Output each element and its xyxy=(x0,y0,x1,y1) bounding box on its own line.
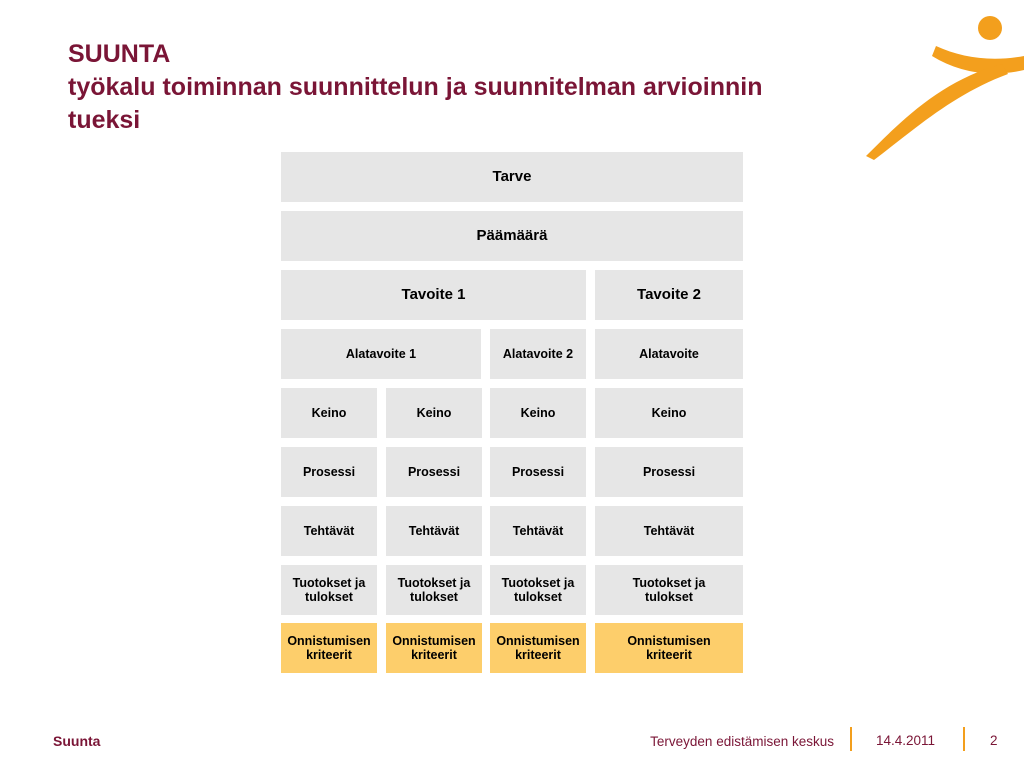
footer-divider xyxy=(850,727,852,751)
box-keino: Keino xyxy=(281,388,377,438)
arrow-down-icon xyxy=(530,379,546,387)
arrow-down-icon xyxy=(660,497,676,505)
box-tehtavat: Tehtävät xyxy=(490,506,586,556)
box-keino: Keino xyxy=(386,388,482,438)
box-alatavoite-1: Alatavoite 1 xyxy=(281,329,481,379)
arrow-down-icon xyxy=(321,497,337,505)
arrow-down-icon xyxy=(530,438,546,446)
arrow-down-icon xyxy=(321,438,337,446)
box-alatavoite-2: Alatavoite 2 xyxy=(490,329,586,379)
footer-title: Suunta xyxy=(53,733,101,749)
arrow-down-icon xyxy=(530,497,546,505)
arrow-down-icon xyxy=(321,615,337,623)
title-line-2: työkalu toiminnan suunnittelun ja suunnitelman arvioinnin xyxy=(68,73,763,101)
arrow-down-icon xyxy=(530,320,546,328)
arrow-down-icon xyxy=(660,556,676,564)
arrow-down-icon xyxy=(530,556,546,564)
arrow-down-icon xyxy=(660,261,676,269)
box-kriteerit: Onnistumisen kriteerit xyxy=(281,623,377,673)
box-prosessi: Prosessi xyxy=(595,447,743,497)
box-tehtavat: Tehtävät xyxy=(386,506,482,556)
box-tuotokset: Tuotokset ja tulokset xyxy=(386,565,482,615)
box-paamaara: Päämäärä xyxy=(281,211,743,261)
arrow-down-icon xyxy=(425,497,441,505)
arrow-down-icon xyxy=(660,320,676,328)
arrow-down-icon xyxy=(425,438,441,446)
box-tuotokset: Tuotokset ja tulokset xyxy=(490,565,586,615)
box-kriteerit: Onnistumisen kriteerit xyxy=(595,623,743,673)
box-tuotokset: Tuotokset ja tulokset xyxy=(595,565,743,615)
box-tehtavat: Tehtävät xyxy=(281,506,377,556)
box-keino: Keino xyxy=(595,388,743,438)
box-tavoite-2: Tavoite 2 xyxy=(595,270,743,320)
footer-organization: Terveyden edistämisen keskus xyxy=(650,734,834,749)
arrow-down-icon xyxy=(660,438,676,446)
footer-date: 14.4.2011 xyxy=(876,733,936,748)
box-kriteerit: Onnistumisen kriteerit xyxy=(386,623,482,673)
footer-divider xyxy=(963,727,965,751)
arrow-down-icon xyxy=(660,379,676,387)
box-prosessi: Prosessi xyxy=(490,447,586,497)
box-alatavoite-3: Alatavoite xyxy=(595,329,743,379)
arrow-down-icon xyxy=(424,261,440,269)
arrow-down-icon xyxy=(530,615,546,623)
page-number: 2 xyxy=(990,733,998,748)
arrow-down-icon xyxy=(504,202,520,210)
arrow-down-icon xyxy=(660,615,676,623)
arrow-down-icon xyxy=(425,379,441,387)
arrow-down-icon xyxy=(425,556,441,564)
box-prosessi: Prosessi xyxy=(281,447,377,497)
box-tehtavat: Tehtävät xyxy=(595,506,743,556)
box-kriteerit: Onnistumisen kriteerit xyxy=(490,623,586,673)
arrow-down-icon xyxy=(321,379,337,387)
box-tavoite-1: Tavoite 1 xyxy=(281,270,586,320)
box-keino: Keino xyxy=(490,388,586,438)
box-tarve: Tarve xyxy=(281,152,743,202)
box-tuotokset: Tuotokset ja tulokset xyxy=(281,565,377,615)
arrow-down-icon xyxy=(425,615,441,623)
arrow-down-icon xyxy=(373,320,389,328)
title-line-3: tueksi xyxy=(68,106,141,134)
arrow-down-icon xyxy=(321,556,337,564)
box-prosessi: Prosessi xyxy=(386,447,482,497)
title-line-1: SUUNTA xyxy=(68,40,171,68)
